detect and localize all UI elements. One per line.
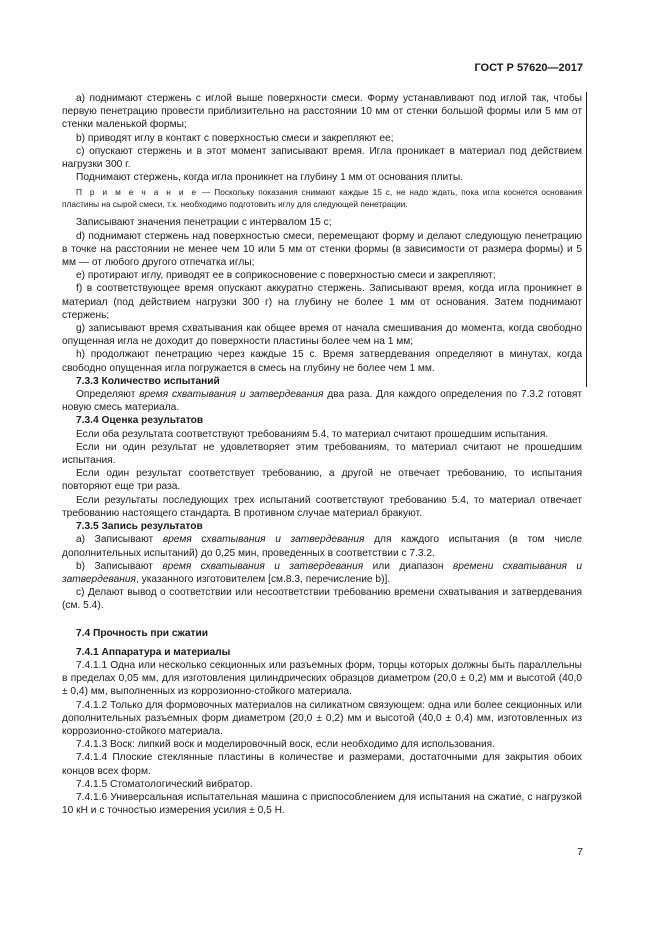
page-content — [62, 92, 582, 817]
paragraph-7-3-5-c: c) Делают вывод о соответствии или несоответствии требованию времени схватывания и затвердевания (см. 5.4). — [62, 587, 582, 612]
text-run: для каждого испытания (в том числе дополнительных испытаний) до 0,25 мин, проведенных в соответствии с 7.3.2. — [62, 534, 582, 559]
section-heading-7-4: 7.4 Прочность при сжатии — [76, 627, 209, 639]
italic-term: время схватывания и затвердевания — [162, 560, 364, 572]
paragraph-step-c: c) опускают стержень и в этот момент записывают время. Игла проникает в материал под действием нагрузки 300 г. — [62, 145, 582, 171]
page-number: 7 — [577, 846, 583, 858]
paragraph-7-4-1-1: 7.4.1.1 Одна или несколько секционных или разъемных форм, торцы которых должны быть параллельны в пределах 0,05 мм, для изготовления цилиндрических образцов диаметром (20,0 ± 0,2) мм и высотой (40,0 ± 0,4) мм, выполненных из коррозионно-стойкого материала. — [62, 659, 582, 698]
text-run: , указанного изготовителем [см.8.3, перечисление b)]. — [135, 573, 391, 585]
paragraph-7-3-4-3: Если один результат соответствует требованию, а другой не отвечает требованию, то испытания повторяют еще три раза. — [62, 468, 582, 493]
note-text: — Поскольку показания снимают каждые 15 с, не надо ждать, пока игла коснется основания пластины на сырой смеси, т.к. необходимо подготовить иглу для следующей пенетрации. — [62, 187, 582, 209]
paragraph-7-4-1-2: 7.4.1.2 Только для формовочных материалов на силикатном связующем: одна или более секционных или дополнительных разъемных форм диаметром (20,0 ± 0,2) мм и высотой (40,0 ± 0,4) мм, изготовленных из коррозионно-стойкого материала. — [62, 699, 582, 737]
paragraph-7-4-1-4: 7.4.1.4 Плоские стеклянные пластины в количестве и размерами, достаточными для закрытия обоих концов всех форм. — [62, 752, 582, 777]
paragraph-record: Записывают значения пенетрации с интервалом 15 с; — [76, 217, 332, 229]
paragraph-7-3-3 — [62, 388, 582, 414]
section-heading-7-4-1: 7.4.1 Аппаратура и материалы — [76, 646, 231, 658]
paragraph-7-3-4-1: Если оба результата соответствуют требованиям 5.4, то материал считают прошедшим испытания. — [76, 428, 549, 440]
section-heading-7-3-3: 7.3.3 Количество испытаний — [76, 375, 220, 387]
section-heading-7-3-5: 7.3.5 Запись результатов — [76, 521, 203, 533]
text-run: а) Записывают — [76, 534, 163, 546]
paragraph-step-f: f) в соответствующее время опускают аккуратно стержень. Записывают время, когда игла проникнет в материал (под действием нагрузки 300 г) на глубину не более 1 мм от основания. Затем поднимают стержень; — [62, 283, 582, 321]
text-run: два раза. Для каждого определения по 7.3.2 готовят новую смесь материала. — [62, 389, 583, 414]
italic-term: время схватывания и затвердевания — [162, 534, 365, 546]
standard-header: ГОСТ Р 57620—2017 — [474, 62, 583, 74]
paragraph-7-3-4-2: Если ни один результат не удовлетворяет этим требованиям, то материал считают не прошедшим испытания. — [62, 441, 582, 467]
note — [62, 187, 582, 210]
paragraph-step-a: а) поднимают стержень с иглой выше поверхности смеси. Форму устанавливают под иглой так, чтобы первую пенетрацию провести приблизительно на расстоянии 10 мм от стенки большой формы или 5 мм от стенки маленькой формы; — [62, 93, 582, 131]
paragraph-7-4-1-5: 7.4.1.5 Стоматологический вибратор. — [76, 778, 253, 790]
italic-term: времени схватывания и затвердевания — [62, 560, 582, 585]
paragraph-step-g: g) записывают время схватывания как общее время от начала смешивания до момента, когда свободно опущенная игла не доходит до поверхности пластины более чем на 1 мм; — [62, 323, 582, 348]
text-run: или диапазон — [363, 560, 453, 572]
paragraph-lift: Поднимают стержень, когда игла проникнет на глубину 1 мм от основания плиты. — [76, 172, 464, 184]
paragraph-step-e: e) протирают иглу, приводят ее в соприкосновение с поверхностью смеси и закрепляют; — [76, 270, 496, 282]
paragraph-7-4-1-3: 7.4.1.3 Воск: липкий воск и моделировочный воск, если необходимо для использования. — [76, 739, 496, 751]
text-run: Определяют — [76, 389, 140, 401]
paragraph-step-d: d) поднимают стержень над поверхностью смеси, перемещают форму и делают следующую пенетрацию в точке на расстоянии не менее чем 10 или 5 мм от стенки формы (в зависимости от размера формы) и 5 мм — от любого другого отпечатка иглы; — [62, 230, 582, 269]
paragraph-step-b: b) приводят иглу в контакт с поверхностью смеси и закрепляют ее; — [76, 132, 394, 144]
paragraph-7-3-5-b — [62, 560, 582, 586]
section-heading-7-3-4: 7.3.4 Оценка результатов — [76, 415, 204, 427]
paragraph-7-4-1-6: 7.4.1.6 Универсальная испытательная машина с приспособлением для испытания на сжатие, с нагрузкой 10 кН и с точностью измерения усилия ± 0,5 Н. — [62, 791, 582, 817]
italic-term: время схватывания и затвердевания — [139, 389, 324, 401]
revision-bar — [586, 92, 587, 387]
note-label: П р и м е ч а н и е — [76, 187, 199, 198]
paragraph-7-3-5-a — [62, 533, 582, 559]
paragraph-7-3-4-4: Если результаты последующих трех испытаний соответствуют требованию 5.4, то материал отвечает требованию настоящего стандарта. В противном случае материал бракуют. — [62, 494, 582, 519]
paragraph-step-h: h) продолжают пенетрацию через каждые 15 с. Время затвердевания определяют в минутах, когда свободно опущенная игла погружается в смесь на глубину не более чем 1 мм. — [62, 349, 582, 374]
text-run: b) Записывают — [76, 560, 163, 572]
